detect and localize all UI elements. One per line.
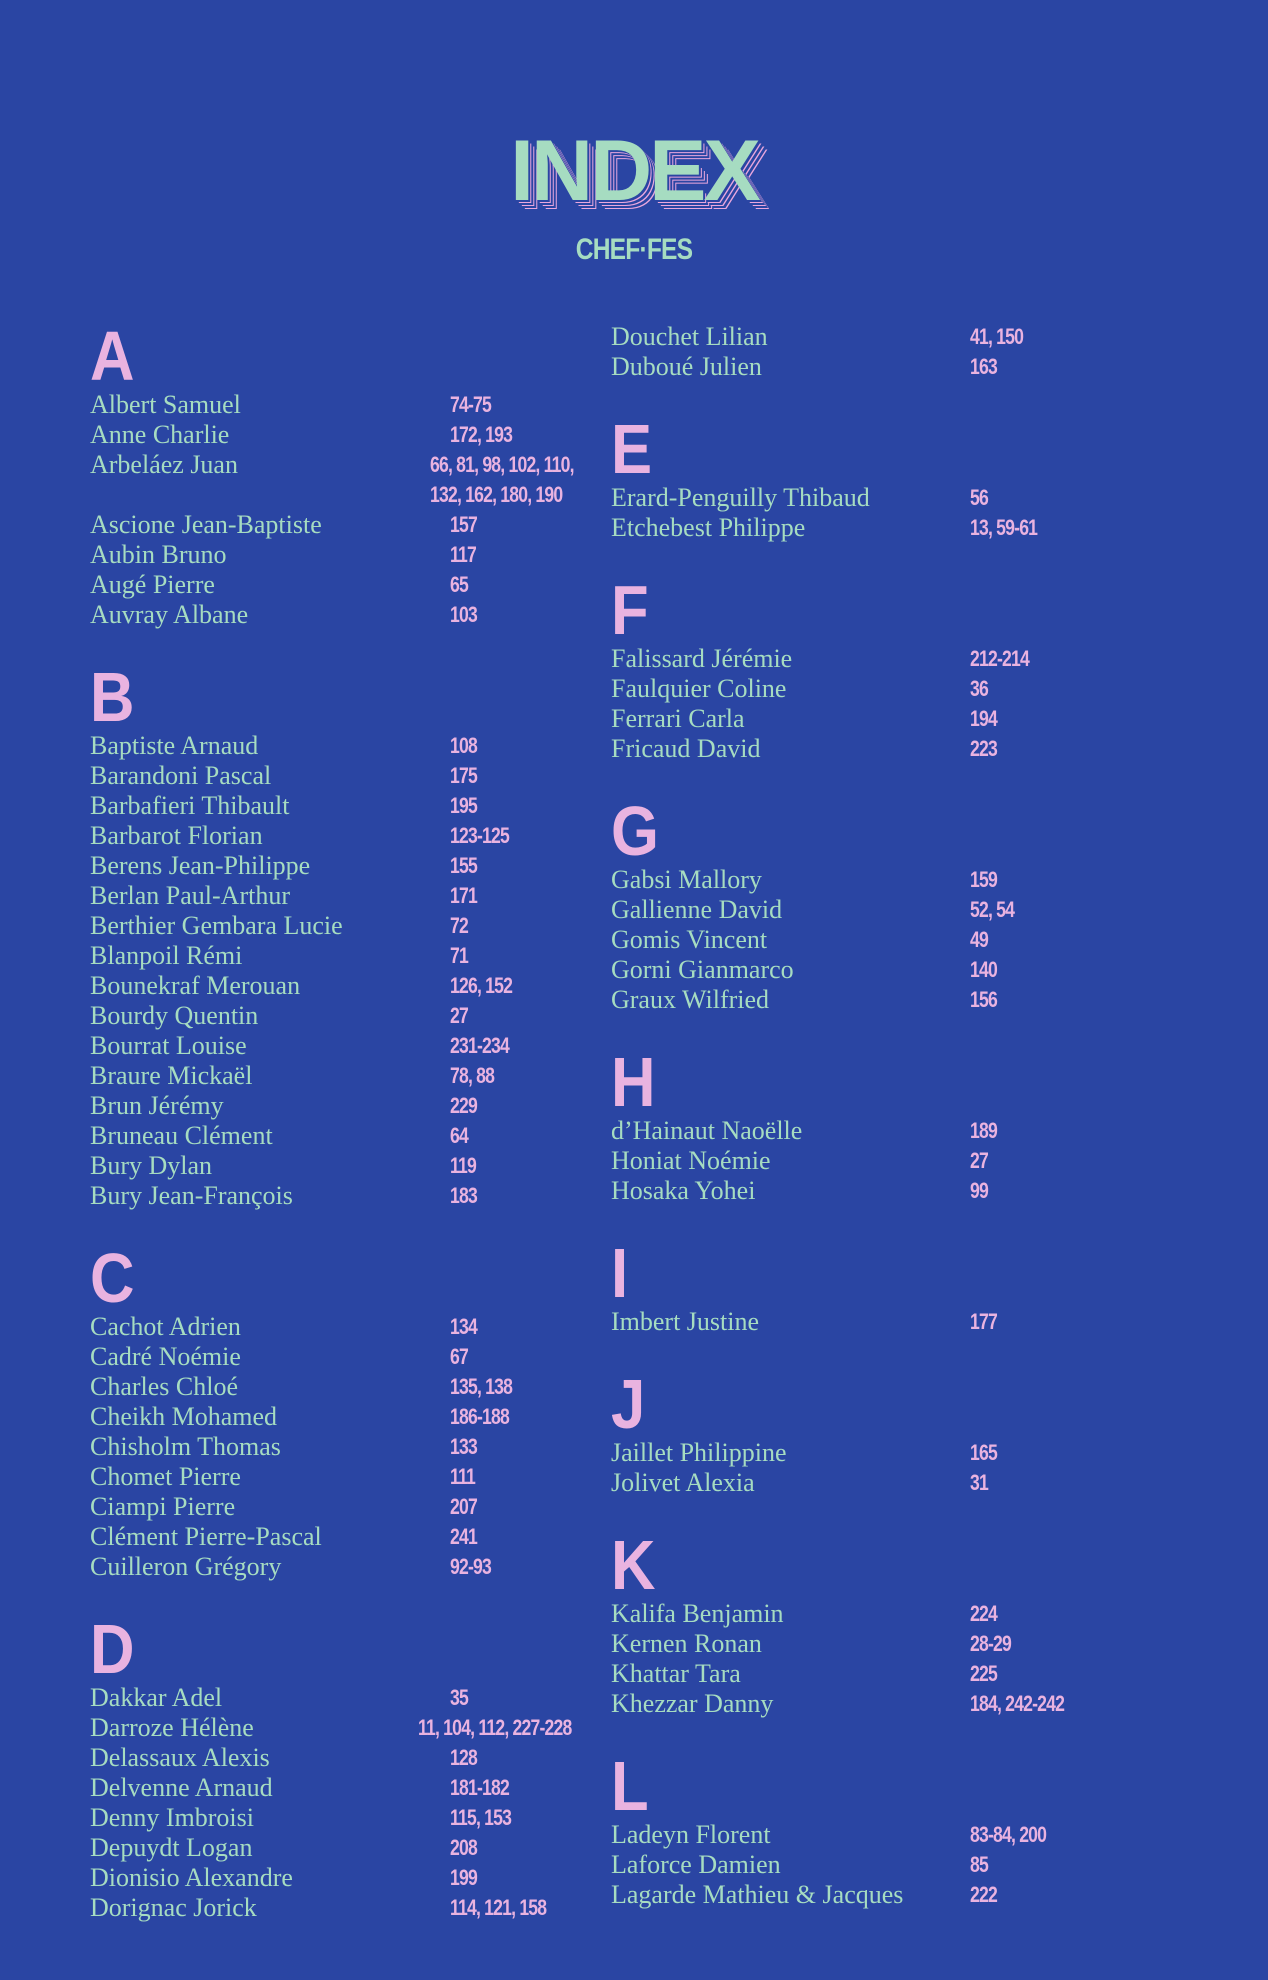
index-entry (611, 1176, 1171, 1206)
index-entry (90, 761, 610, 791)
entry-pages: 186-188 (450, 1404, 509, 1429)
index-entry (611, 1659, 1171, 1689)
entry-pages: 52, 54 (970, 897, 1015, 922)
index-entry (611, 1307, 1171, 1337)
index-entry (90, 911, 610, 941)
index-entry (611, 644, 1171, 674)
index-entry (90, 1121, 610, 1151)
entry-pages: 13, 59-61 (970, 515, 1038, 540)
entry-name: Blanpoil Rémi (90, 941, 243, 970)
entry-pages: 181-182 (450, 1775, 509, 1800)
page-title: INDEX (510, 123, 758, 219)
entry-name: Berlan Paul-Arthur (90, 881, 291, 910)
entry-name: Bourrat Louise (90, 1031, 247, 1060)
index-entry (90, 510, 610, 540)
index-entry (90, 1773, 610, 1803)
entry-pages: 194 (970, 706, 997, 731)
entry-pages: 36 (970, 676, 988, 701)
index-entry (611, 1599, 1171, 1629)
entry-name: Khezzar Danny (611, 1689, 774, 1718)
entry-name: Barbarot Florian (90, 821, 263, 850)
index-entry (90, 600, 610, 630)
index-section (90, 658, 610, 1211)
entry-pages: 35 (450, 1685, 468, 1710)
entry-pages: 28-29 (970, 1631, 1012, 1656)
section-letter: D (90, 1610, 135, 1688)
section-letter: H (611, 1043, 656, 1121)
entry-pages: 27 (970, 1148, 988, 1173)
entry-name: Cadré Noémie (90, 1342, 241, 1371)
entry-name: Delassaux Alexis (90, 1743, 270, 1772)
index-entry (90, 1372, 610, 1402)
page-subtitle: CHEF·FES (575, 233, 693, 266)
index-section (90, 1239, 610, 1582)
entry-pages: 199 (450, 1865, 477, 1890)
entry-pages: 41, 150 (970, 324, 1024, 349)
entry-pages: 155 (450, 853, 477, 878)
entry-pages: 56 (970, 485, 988, 510)
entry-pages: 134 (450, 1314, 477, 1339)
entry-pages: 111 (450, 1464, 476, 1489)
entry-name: Cheikh Mohamed (90, 1402, 278, 1431)
entry-pages: 165 (970, 1440, 997, 1465)
index-entry (90, 390, 610, 420)
entry-name: Auvray Albane (90, 600, 249, 629)
entry-name: Ferrari Carla (611, 704, 745, 733)
entry-name: Duboué Julien (611, 352, 762, 381)
entry-name: Darroze Hélène (90, 1713, 254, 1742)
entry-name: Gallienne David (611, 895, 783, 924)
entry-pages: 31 (970, 1470, 988, 1495)
index-entry (611, 1880, 1171, 1910)
index-entry (611, 322, 1171, 352)
entry-name: Albert Samuel (90, 390, 241, 419)
entry-pages (430, 450, 574, 510)
index-entry (611, 704, 1171, 734)
index-entry (90, 851, 610, 881)
entry-name: Kernen Ronan (611, 1629, 762, 1658)
entry-name: Ladeyn Florent (611, 1820, 771, 1849)
entry-name: Jolivet Alexia (611, 1468, 755, 1497)
entry-pages: 49 (970, 927, 988, 952)
entry-pages: 85 (970, 1852, 988, 1877)
entry-name: Barandoni Pascal (90, 761, 272, 790)
entry-name: Faulquier Coline (611, 674, 787, 703)
index-entry (611, 674, 1171, 704)
entry-name: d’Hainaut Naoëlle (611, 1116, 803, 1145)
entry-pages: 229 (450, 1093, 477, 1118)
index-section (611, 410, 1171, 543)
entry-pages: 103 (450, 602, 477, 627)
entry-pages: 175 (450, 763, 477, 788)
index-entry (611, 865, 1171, 895)
entry-pages: 119 (450, 1153, 476, 1178)
index-section (611, 1747, 1171, 1910)
index-entry (90, 1743, 610, 1773)
entry-name: Gorni Gianmarco (611, 955, 794, 984)
entry-name: Bourdy Quentin (90, 1001, 259, 1030)
entry-name: Chisholm Thomas (90, 1432, 281, 1461)
entry-name: Lagarde Mathieu & Jacques (611, 1880, 904, 1909)
index-entry (90, 1061, 610, 1091)
entry-name: Anne Charlie (90, 420, 230, 449)
entry-name: Hosaka Yohei (611, 1176, 756, 1205)
index-section (611, 1043, 1171, 1206)
index-entry (90, 1462, 610, 1492)
entry-pages: 72 (450, 913, 468, 938)
index-entry (611, 352, 1171, 382)
index-entry (90, 450, 610, 510)
entry-pages: 114, 121, 158 (450, 1895, 547, 1920)
index-entry (90, 1181, 610, 1211)
entry-pages: 231-234 (450, 1033, 509, 1058)
section-letter: C (90, 1239, 135, 1317)
index-entry (611, 1689, 1171, 1719)
entry-name: Gomis Vincent (611, 925, 768, 954)
entry-name: Dorignac Jorick (90, 1893, 257, 1922)
index-entry (611, 483, 1171, 513)
entry-pages: 241 (450, 1524, 477, 1549)
index-entry (90, 1031, 610, 1061)
index-entry (90, 1893, 610, 1923)
section-letter: A (90, 317, 135, 395)
entry-name: Bounekraf Merouan (90, 971, 301, 1000)
entry-pages: 172, 193 (450, 422, 513, 447)
index-entry (90, 570, 610, 600)
entry-pages: 163 (970, 354, 997, 379)
entry-pages: 71 (450, 943, 468, 968)
entry-pages: 65 (450, 572, 468, 597)
index-entry (90, 1151, 610, 1181)
entry-pages-line: 132, 162, 180, 190 (430, 482, 563, 507)
entry-name: Fricaud David (611, 734, 761, 763)
entry-name: Douchet Lilian (611, 322, 768, 351)
index-entry (90, 540, 610, 570)
entry-pages: 117 (450, 542, 476, 567)
index-entry (611, 1820, 1171, 1850)
entry-name: Cachot Adrien (90, 1312, 241, 1341)
entry-name: Khattar Tara (611, 1659, 741, 1688)
entry-name: Arbeláez Juan (90, 450, 238, 479)
index-entry (611, 895, 1171, 925)
entry-pages: 156 (970, 987, 997, 1012)
entry-name: Dakkar Adel (90, 1683, 223, 1712)
entry-name: Bury Dylan (90, 1151, 213, 1180)
index-entry (611, 734, 1171, 764)
section-letter: G (611, 792, 659, 870)
entry-pages: 123-125 (450, 823, 509, 848)
index-entry (611, 1438, 1171, 1468)
entry-name: Etchebest Philippe (611, 513, 806, 542)
index-entry (90, 1833, 610, 1863)
index-section (611, 571, 1171, 764)
entry-name: Dionisio Alexandre (90, 1863, 293, 1892)
entry-name: Denny Imbroisi (90, 1803, 254, 1832)
entry-pages: 140 (970, 957, 997, 982)
entry-pages: 208 (450, 1835, 477, 1860)
entry-pages: 11, 104, 112, 227-228 (418, 1715, 572, 1740)
index-entry (90, 1803, 610, 1833)
index-entry (90, 1492, 610, 1522)
index-section (611, 1365, 1171, 1498)
section-letter: L (611, 1747, 649, 1825)
entry-pages: 108 (450, 733, 477, 758)
index-entry (611, 1468, 1171, 1498)
index-entry (611, 513, 1171, 543)
index-entry (90, 881, 610, 911)
section-letter: B (90, 658, 135, 736)
entry-name: Augé Pierre (90, 570, 215, 599)
entry-name: Graux Wilfried (611, 985, 770, 1014)
entry-pages: 189 (970, 1118, 997, 1143)
entry-name: Chomet Pierre (90, 1462, 241, 1491)
index-entry (611, 1116, 1171, 1146)
index-section (90, 1610, 610, 1923)
entry-name: Ciampi Pierre (90, 1492, 236, 1521)
index-entry (90, 1402, 610, 1432)
entry-pages: 115, 153 (450, 1805, 512, 1830)
index-section (611, 322, 1171, 382)
entry-name: Aubin Bruno (90, 540, 227, 569)
entry-pages: 171 (450, 883, 477, 908)
entry-name: Clément Pierre-Pascal (90, 1522, 322, 1551)
index-column-left (90, 317, 610, 1956)
entry-pages: 222 (970, 1882, 997, 1907)
entry-pages: 74-75 (450, 392, 492, 417)
entry-name: Ascione Jean-Baptiste (90, 510, 322, 539)
index-entry (611, 1146, 1171, 1176)
index-section (90, 317, 610, 630)
index-entry (90, 791, 610, 821)
entry-pages-line: 66, 81, 98, 102, 110, (430, 452, 575, 477)
entry-pages: 99 (970, 1178, 988, 1203)
entry-pages: 225 (970, 1661, 997, 1686)
entry-pages: 83-84, 200 (970, 1822, 1047, 1847)
entry-name: Brun Jérémy (90, 1091, 224, 1120)
index-entry (90, 1522, 610, 1552)
entry-pages: 157 (450, 512, 477, 537)
section-letter: F (611, 571, 649, 649)
entry-name: Laforce Damien (611, 1850, 781, 1879)
index-entry (90, 971, 610, 1001)
entry-pages: 133 (450, 1434, 477, 1459)
entry-name: Gabsi Mallory (611, 865, 762, 894)
entry-pages: 92-93 (450, 1554, 492, 1579)
entry-name: Depuydt Logan (90, 1833, 253, 1862)
entry-name: Berens Jean-Philippe (90, 851, 311, 880)
index-section (611, 1234, 1171, 1337)
index-entry (90, 941, 610, 971)
index-entry (90, 1432, 610, 1462)
entry-name: Charles Chloé (90, 1372, 239, 1401)
entry-name: Imbert Justine (611, 1307, 760, 1336)
entry-name: Berthier Gembara Lucie (90, 911, 343, 940)
index-entry (90, 1863, 610, 1893)
index-entry (90, 1683, 610, 1713)
entry-name: Bruneau Clément (90, 1121, 273, 1150)
index-entry (90, 731, 610, 761)
index-section (611, 792, 1171, 1015)
index-entry (90, 821, 610, 851)
index-entry (90, 1312, 610, 1342)
index-column-right (611, 322, 1171, 1943)
index-entry (90, 420, 610, 450)
entry-pages: 177 (970, 1309, 997, 1334)
section-letter: K (611, 1526, 656, 1604)
index-entry (90, 1552, 610, 1582)
entry-pages: 27 (450, 1003, 468, 1028)
entry-pages: 128 (450, 1745, 477, 1770)
entry-pages: 64 (450, 1123, 468, 1148)
index-entry (611, 955, 1171, 985)
index-entry (90, 1713, 610, 1743)
entry-name: Cuilleron Grégory (90, 1552, 282, 1581)
entry-pages: 67 (450, 1344, 468, 1369)
entry-pages: 207 (450, 1494, 477, 1519)
index-entry (90, 1342, 610, 1372)
entry-pages: 184, 242-242 (970, 1691, 1065, 1716)
index-entry (611, 985, 1171, 1015)
entry-name: Falissard Jérémie (611, 644, 793, 673)
section-letter: E (611, 410, 653, 488)
entry-name: Braure Mickaël (90, 1061, 253, 1090)
entry-name: Bury Jean-François (90, 1181, 293, 1210)
entry-name: Jaillet Philippine (611, 1438, 787, 1467)
index-entry (611, 1629, 1171, 1659)
entry-pages: 223 (970, 736, 997, 761)
entry-name: Honiat Noémie (611, 1146, 771, 1175)
section-letter: I (611, 1234, 629, 1312)
entry-name: Barbafieri Thibault (90, 791, 290, 820)
entry-pages: 224 (970, 1601, 997, 1626)
entry-name: Delvenne Arnaud (90, 1773, 273, 1802)
entry-pages: 212-214 (970, 646, 1029, 671)
index-entry (90, 1001, 610, 1031)
entry-pages: 135, 138 (450, 1374, 513, 1399)
index-section (611, 1526, 1171, 1719)
entry-pages: 159 (970, 867, 997, 892)
section-letter: J (611, 1365, 646, 1443)
index-entry (90, 1091, 610, 1121)
entry-pages: 78, 88 (450, 1063, 495, 1088)
entry-pages: 183 (450, 1183, 477, 1208)
entry-name: Baptiste Arnaud (90, 731, 259, 760)
entry-name: Erard-Penguilly Thibaud (611, 483, 870, 512)
entry-pages: 195 (450, 793, 477, 818)
entry-name: Kalifa Benjamin (611, 1599, 784, 1628)
index-entry (611, 1850, 1171, 1880)
entry-pages: 126, 152 (450, 973, 513, 998)
index-entry (611, 925, 1171, 955)
